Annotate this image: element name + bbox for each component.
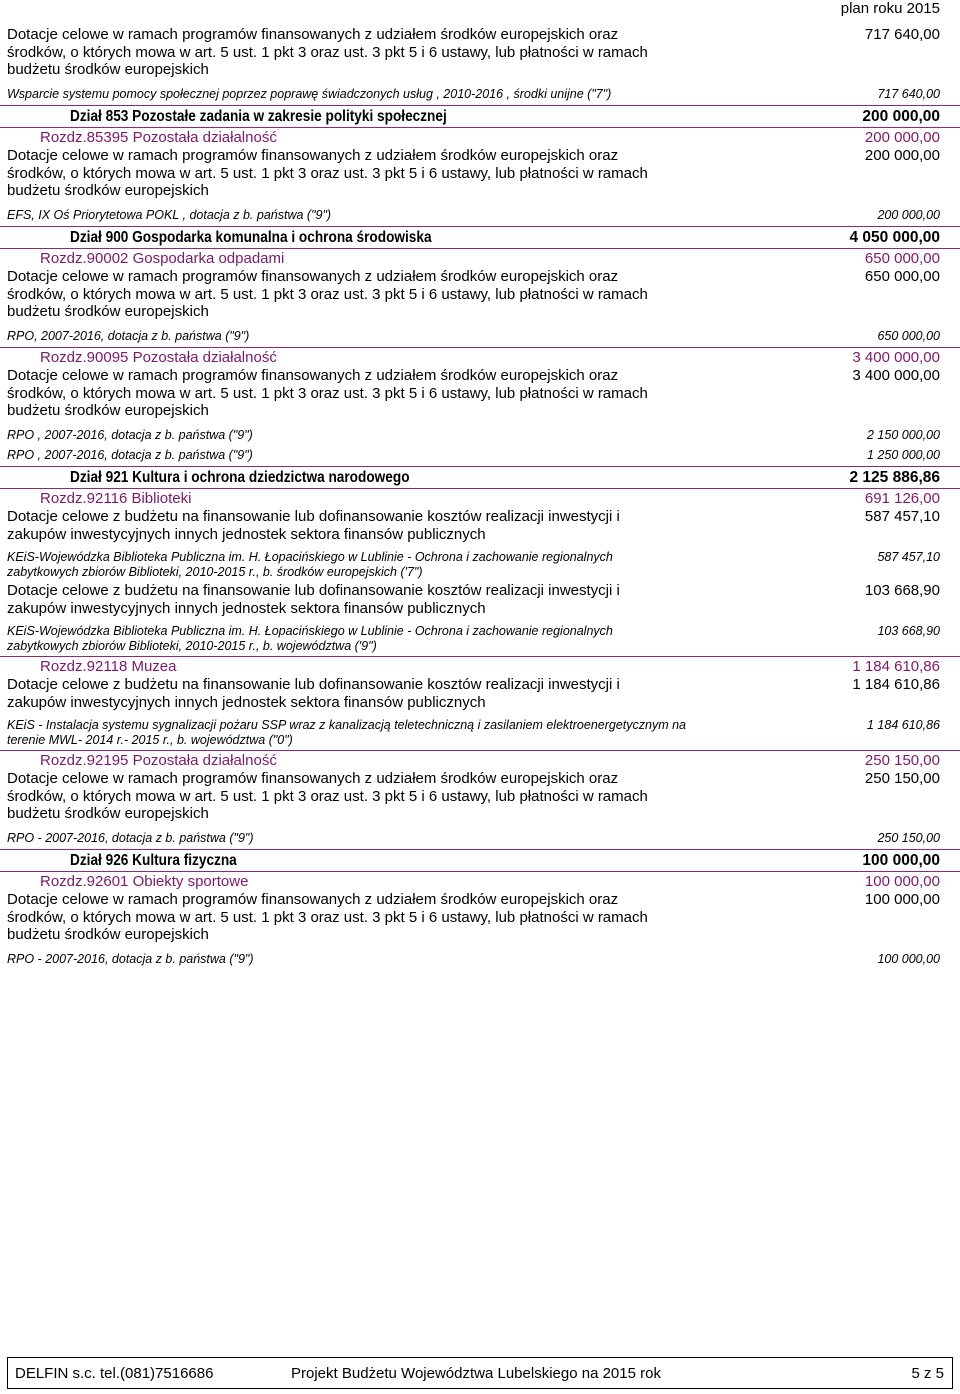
chapter-row bbox=[0, 248, 960, 268]
row-amount: 250 150,00 bbox=[864, 752, 940, 769]
row-description: KEiS - Instalacja systemu sygnalizacji pożaru SSP wraz z kanalizacją teletechniczną i zasilaniem elektroenergetycznym na terenie MWL- 2014 r.- 2015 r., b. województwa ("0") bbox=[7, 718, 687, 747]
row-description: RPO - 2007-2016, dotacja z b. państwa ("9") bbox=[7, 952, 254, 966]
row-amount: 717 640,00 bbox=[864, 26, 940, 43]
chapter-row bbox=[0, 750, 960, 770]
note-row bbox=[0, 716, 960, 750]
row-amount: 200 000,00 bbox=[862, 108, 940, 125]
row-description: Dział 921 Kultura i ochrona dziedzictwa narodowego bbox=[70, 469, 410, 486]
row-description: RPO, 2007-2016, dotacja z b. państwa ("9") bbox=[7, 329, 250, 343]
note-row bbox=[0, 950, 960, 970]
grant-row bbox=[0, 367, 960, 426]
row-amount: 200 000,00 bbox=[864, 147, 940, 164]
row-amount: 1 184 610,86 bbox=[867, 718, 940, 732]
row-description: RPO - 2007-2016, dotacja z b. państwa ("9") bbox=[7, 831, 254, 845]
row-description: Rozdz.90095 Pozostała działalność bbox=[40, 349, 277, 366]
page-footer bbox=[7, 1357, 953, 1389]
row-description: Dział 900 Gospodarka komunalna i ochrona środowiska bbox=[70, 229, 432, 246]
row-amount: 100 000,00 bbox=[877, 952, 940, 966]
footer-company: DELFIN s.c. tel.(081)7516686 bbox=[15, 1365, 214, 1382]
row-description: Dotacje celowe z budżetu na finansowanie lub dofinansowanie kosztów realizacji inwestycji i zakupów inwestycyjnych innych jednostek sektora finansów publicznych bbox=[7, 508, 620, 543]
row-amount: 717 640,00 bbox=[877, 87, 940, 101]
note-row bbox=[0, 548, 960, 582]
grant-row bbox=[0, 508, 960, 548]
grant-row bbox=[0, 147, 960, 206]
row-description: Dział 853 Pozostałe zadania w zakresie polityki społecznej bbox=[70, 108, 447, 125]
note-row bbox=[0, 622, 960, 656]
note-row bbox=[0, 206, 960, 226]
budget-table bbox=[0, 26, 960, 970]
row-description: Dotacje celowe w ramach programów finansowanych z udziałem środków europejskich oraz środków, o których mowa w art. 5 ust. 1 pkt 3 oraz ust. 3 pkt 5 i 6 ustawy, lub płatności w ramach budżetu środków europejskich bbox=[7, 26, 648, 78]
grant-row bbox=[0, 891, 960, 950]
row-amount: 250 150,00 bbox=[877, 831, 940, 845]
section-row bbox=[0, 466, 960, 488]
row-description: Rozdz.85395 Pozostała działalność bbox=[40, 129, 277, 146]
row-description: Dotacje celowe z budżetu na finansowanie lub dofinansowanie kosztów realizacji inwestycji i zakupów inwestycyjnych innych jednostek sektora finansów publicznych bbox=[7, 676, 620, 711]
grant-row bbox=[0, 676, 960, 716]
row-amount: 250 150,00 bbox=[864, 770, 940, 787]
note-row bbox=[0, 85, 960, 105]
row-description: RPO , 2007-2016, dotacja z b. państwa ("9") bbox=[7, 428, 253, 442]
chapter-row bbox=[0, 488, 960, 508]
row-description: Dotacje celowe w ramach programów finansowanych z udziałem środków europejskich oraz środków, o których mowa w art. 5 ust. 1 pkt 3 oraz ust. 3 pkt 5 i 6 ustawy, lub płatności w ramach budżetu środków europejskich bbox=[7, 268, 648, 320]
column-header: plan roku 2015 bbox=[840, 0, 940, 17]
row-amount: 650 000,00 bbox=[877, 329, 940, 343]
row-description: Rozdz.92601 Obiekty sportowe bbox=[40, 873, 249, 890]
row-description: KEiS-Wojewódzka Biblioteka Publiczna im. H. Łopacińskiego w Lublinie - Ochrona i zachowanie regionalnych zabytkowych zbiorów Biblioteki, 2010-2015 r., b. województwa ('9") bbox=[7, 624, 613, 653]
chapter-row bbox=[0, 871, 960, 891]
row-amount: 587 457,10 bbox=[864, 508, 940, 525]
chapter-row bbox=[0, 656, 960, 676]
row-amount: 3 400 000,00 bbox=[852, 367, 940, 384]
row-amount: 650 000,00 bbox=[864, 268, 940, 285]
section-row bbox=[0, 849, 960, 871]
grant-row bbox=[0, 582, 960, 622]
footer-title: Projekt Budżetu Województwa Lubelskiego na 2015 rok bbox=[291, 1365, 661, 1382]
footer-page-number: 5 z 5 bbox=[911, 1365, 944, 1382]
row-description: Rozdz.92116 Biblioteki bbox=[40, 490, 192, 507]
row-amount: 650 000,00 bbox=[864, 250, 940, 267]
row-description: Wsparcie systemu pomocy społecznej poprzez poprawę świadczonych usług , 2010-2016 , środki unijne ("7") bbox=[7, 87, 612, 101]
row-amount: 100 000,00 bbox=[862, 852, 940, 869]
grant-row bbox=[0, 770, 960, 829]
row-amount: 103 668,90 bbox=[864, 582, 940, 599]
note-row bbox=[0, 327, 960, 347]
grant-row bbox=[0, 268, 960, 327]
grant-row bbox=[0, 26, 960, 85]
row-amount: 1 250 000,00 bbox=[867, 448, 940, 462]
row-description: Rozdz.90002 Gospodarka odpadami bbox=[40, 250, 285, 267]
row-amount: 1 184 610,86 bbox=[852, 658, 940, 675]
row-description: Dotacje celowe w ramach programów finansowanych z udziałem środków europejskich oraz środków, o których mowa w art. 5 ust. 1 pkt 3 oraz ust. 3 pkt 5 i 6 ustawy, lub płatności w ramach budżetu środków europejskich bbox=[7, 770, 648, 822]
row-amount: 2 150 000,00 bbox=[867, 428, 940, 442]
row-amount: 200 000,00 bbox=[864, 129, 940, 146]
row-amount: 587 457,10 bbox=[877, 550, 940, 564]
row-description: Dotacje celowe w ramach programów finansowanych z udziałem środków europejskich oraz środków, o których mowa w art. 5 ust. 1 pkt 3 oraz ust. 3 pkt 5 i 6 ustawy, lub płatności w ramach budżetu środków europejskich bbox=[7, 367, 648, 419]
chapter-row bbox=[0, 127, 960, 147]
row-amount: 691 126,00 bbox=[864, 490, 940, 507]
row-description: Dział 926 Kultura fizyczna bbox=[70, 852, 237, 869]
row-amount: 1 184 610,86 bbox=[852, 676, 940, 693]
row-amount: 4 050 000,00 bbox=[849, 229, 940, 246]
note-row bbox=[0, 446, 960, 466]
row-amount: 100 000,00 bbox=[864, 873, 940, 890]
row-description: Dotacje celowe w ramach programów finansowanych z udziałem środków europejskich oraz środków, o których mowa w art. 5 ust. 1 pkt 3 oraz ust. 3 pkt 5 i 6 ustawy, lub płatności w ramach budżetu środków europejskich bbox=[7, 147, 648, 199]
row-description: Rozdz.92195 Pozostała działalność bbox=[40, 752, 277, 769]
row-description: RPO , 2007-2016, dotacja z b. państwa ("9") bbox=[7, 448, 253, 462]
section-row bbox=[0, 226, 960, 248]
row-amount: 2 125 886,86 bbox=[849, 469, 940, 486]
note-row bbox=[0, 829, 960, 849]
row-description: Dotacje celowe z budżetu na finansowanie lub dofinansowanie kosztów realizacji inwestycji i zakupów inwestycyjnych innych jednostek sektora finansów publicznych bbox=[7, 582, 620, 617]
row-amount: 3 400 000,00 bbox=[852, 349, 940, 366]
note-row bbox=[0, 426, 960, 446]
row-description: Rozdz.92118 Muzea bbox=[40, 658, 177, 675]
chapter-row bbox=[0, 347, 960, 367]
row-description: EFS, IX Oś Priorytetowa POKL , dotacja z b. państwa ("9") bbox=[7, 208, 332, 222]
section-row bbox=[0, 105, 960, 127]
row-description: Dotacje celowe w ramach programów finansowanych z udziałem środków europejskich oraz środków, o których mowa w art. 5 ust. 1 pkt 3 oraz ust. 3 pkt 5 i 6 ustawy, lub płatności w ramach budżetu środków europejskich bbox=[7, 891, 648, 943]
row-amount: 103 668,90 bbox=[877, 624, 940, 638]
row-description: KEiS-Wojewódzka Biblioteka Publiczna im. H. Łopacińskiego w Lublinie - Ochrona i zachowanie regionalnych zabytkowych zbiorów Biblioteki, 2010-2015 r., b. środków europejskich ('7") bbox=[7, 550, 613, 579]
row-amount: 200 000,00 bbox=[877, 208, 940, 222]
row-amount: 100 000,00 bbox=[864, 891, 940, 908]
